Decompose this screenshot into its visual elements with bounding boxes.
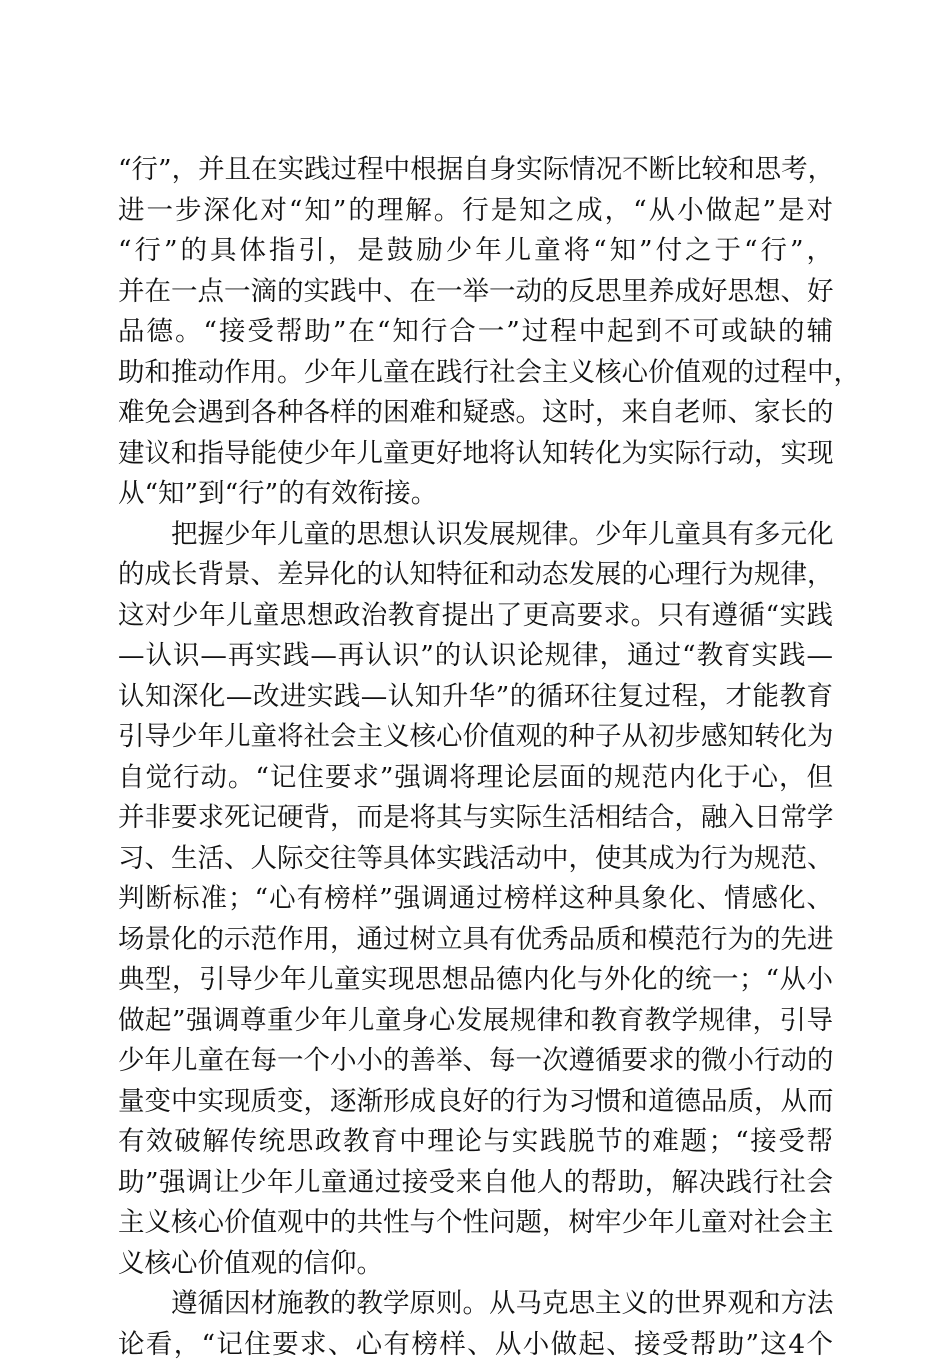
text-line: 做起”强调尊重少年儿童身心发展规律和教育教学规律，引导 — [118, 1001, 833, 1042]
text-line: 建议和指导能使少年儿童更好地将认知转化为实际行动，实现 — [118, 434, 833, 475]
text-line: “行”，并且在实践过程中根据自身实际情况不断比较和思考， — [118, 150, 833, 191]
text-line: 义核心价值观的信仰。 — [118, 1244, 833, 1285]
paragraph-start-line: 遵循因材施教的教学原则。从马克思主义的世界观和方法 — [118, 1284, 833, 1325]
text-line: 习、生活、人际交往等具体实践活动中，使其成为行为规范、 — [118, 839, 833, 880]
text-line: 并非要求死记硬背，而是将其与实际生活相结合，融入日常学 — [118, 798, 833, 839]
text-line: 少年儿童在每一个小小的善举、每一次遵循要求的微小行动的 — [118, 1041, 833, 1082]
text-line: —认识—再实践—再认识”的认识论规律，通过“教育实践— — [118, 636, 833, 677]
text-line: 有效破解传统思政教育中理论与实践脱节的难题；“接受帮 — [118, 1122, 833, 1163]
text-line: 助”强调让少年儿童通过接受来自他人的帮助，解决践行社会 — [118, 1163, 833, 1204]
text-line: 引导少年儿童将社会主义核心价值观的种子从初步感知转化为 — [118, 717, 833, 758]
text-line: “行”的具体指引，是鼓励少年儿童将“知”付之于“行”， — [118, 231, 833, 272]
text-line: 自觉行动。“记住要求”强调将理论层面的规范内化于心，但 — [118, 758, 833, 799]
text-line: 这对少年儿童思想政治教育提出了更高要求。只有遵循“实践 — [118, 596, 833, 637]
paragraph-start-line: 把握少年儿童的思想认识发展规律。少年儿童具有多元化 — [118, 515, 833, 556]
text-line: 量变中实现质变，逐渐形成良好的行为习惯和道德品质，从而 — [118, 1082, 833, 1123]
text-line: 的成长背景、差异化的认知特征和动态发展的心理行为规律， — [118, 555, 833, 596]
text-line: 典型，引导少年儿童实现思想品德内化与外化的统一；“从小 — [118, 960, 833, 1001]
text-line: 主义核心价值观中的共性与个性问题，树牢少年儿童对社会主 — [118, 1203, 833, 1244]
text-line: 助和推动作用。少年儿童在践行社会主义核心价值观的过程中， — [118, 353, 833, 394]
text-line: 进一步深化对“知”的理解。行是知之成，“从小做起”是对 — [118, 191, 833, 232]
text-line: 品德。“接受帮助”在“知行合一”过程中起到不可或缺的辅 — [118, 312, 833, 353]
text-line: 难免会遇到各种各样的困难和疑惑。这时，来自老师、家长的 — [118, 393, 833, 434]
text-line: 认知深化—改进实践—认知升华”的循环往复过程，才能教育 — [118, 677, 833, 718]
text-line: 判断标准；“心有榜样”强调通过榜样这种具象化、情感化、 — [118, 879, 833, 920]
text-line: 从“知”到“行”的有效衔接。 — [118, 474, 833, 515]
text-line: 并在一点一滴的实践中、在一举一动的反思里养成好思想、好 — [118, 272, 833, 313]
text-line: 场景化的示范作用，通过树立具有优秀品质和模范行为的先进 — [118, 920, 833, 961]
text-line: 论看，“记住要求、心有榜样、从小做起、接受帮助”这4个 — [118, 1325, 833, 1365]
body-text — [118, 150, 833, 1365]
